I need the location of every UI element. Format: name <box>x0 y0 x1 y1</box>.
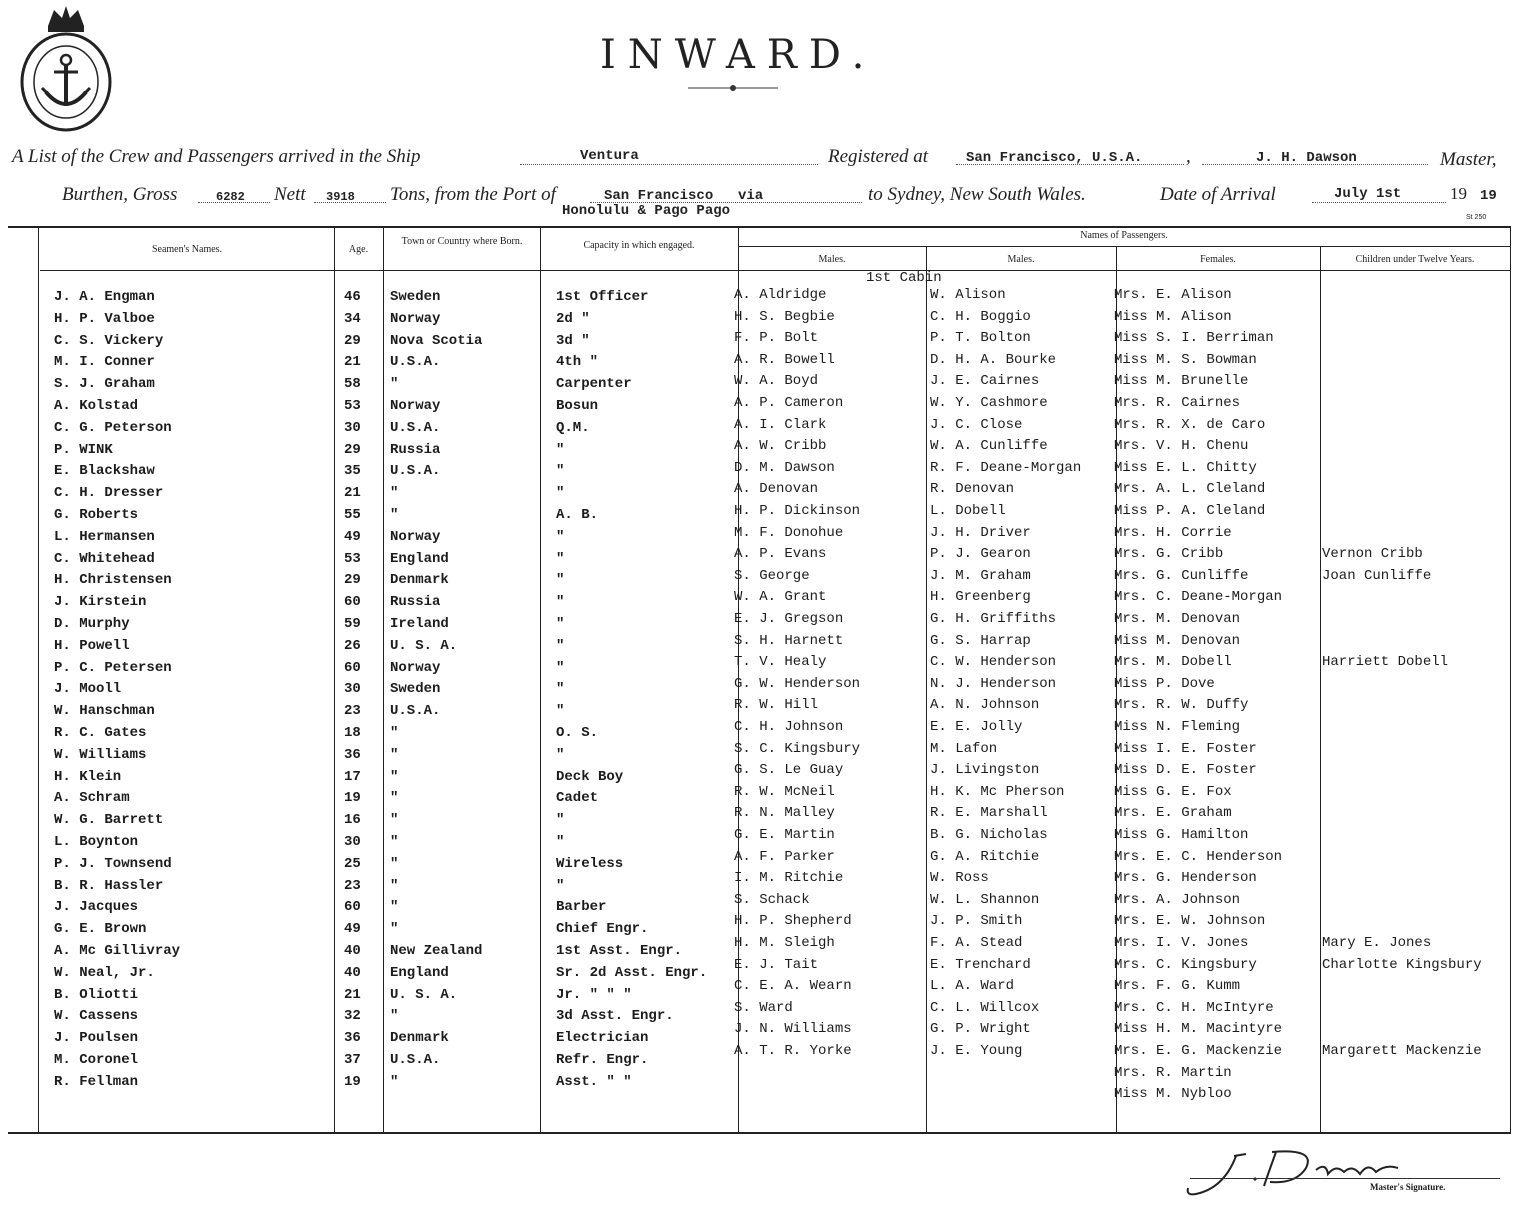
crew-age: 23 <box>344 703 361 719</box>
crew-birthplace: Norway <box>390 660 441 676</box>
passenger-male: T. V. Healy <box>734 654 827 670</box>
master-signature <box>1176 1138 1416 1208</box>
crew-birthplace: " <box>390 878 399 894</box>
passenger-female: Miss G. Hamilton <box>1114 827 1249 843</box>
passenger-male: C. H. Boggio <box>930 309 1031 325</box>
passenger-child: Charlotte Kingsbury <box>1322 957 1482 973</box>
passenger-child: Mary E. Jones <box>1322 935 1432 951</box>
passenger-male: A. R. Bowell <box>734 352 835 368</box>
crew-age: 19 <box>344 1074 361 1090</box>
crew-name: B. R. Hassler <box>54 878 164 894</box>
passenger-male: E. Trenchard <box>930 957 1031 973</box>
passenger-female: Mrs. H. Corrie <box>1114 525 1232 541</box>
passenger-male: W. Ross <box>930 870 989 886</box>
crew-capacity: " <box>556 747 565 763</box>
crew-birthplace: U.S.A. <box>390 463 441 479</box>
crew-name: C. H. Dresser <box>54 485 164 501</box>
crew-name: P. WINK <box>54 442 113 458</box>
crew-capacity: Deck Boy <box>556 769 624 785</box>
crew-capacity: " <box>556 834 565 850</box>
crew-birthplace: Sweden <box>390 289 441 305</box>
passenger-female: Mrs. R. X. de Caro <box>1114 417 1266 433</box>
crew-age: 36 <box>344 1030 361 1046</box>
col-females: Females. <box>1200 254 1236 265</box>
nett-tons: 3918 <box>326 190 355 204</box>
crew-capacity: " <box>556 442 565 458</box>
crew-birthplace: Russia <box>390 594 441 610</box>
passenger-male: H. P. Dickinson <box>734 503 861 519</box>
burthen-label: Burthen, Gross <box>62 184 178 205</box>
passenger-male: M. F. Donohue <box>734 525 844 541</box>
crew-age: 60 <box>344 899 361 915</box>
col-passengers: Names of Passengers. <box>1080 230 1168 241</box>
passenger-male: L. Dobell <box>930 503 1006 519</box>
crew-name: G. E. Brown <box>54 921 147 937</box>
crew-birthplace: U. S. A. <box>390 987 458 1003</box>
passenger-female: Mrs. G. Cribb <box>1114 546 1224 562</box>
passenger-female: Mrs. C. Kingsbury <box>1114 957 1257 973</box>
passenger-male: P. T. Bolton <box>930 330 1031 346</box>
crew-name: R. Fellman <box>54 1074 139 1090</box>
crew-age: 53 <box>344 398 361 414</box>
crew-name: W. Neal, Jr. <box>54 965 155 981</box>
crew-age: 30 <box>344 681 361 697</box>
passenger-female: Miss M. Denovan <box>1114 633 1241 649</box>
passenger-female: Mrs. V. H. Chenu <box>1114 438 1249 454</box>
crew-name: H. Klein <box>54 769 122 785</box>
passenger-male: M. Lafon <box>930 741 998 757</box>
year-prefix: 19 <box>1450 184 1467 203</box>
document-title: INWARD. <box>600 32 877 78</box>
crew-name: M. I. Conner <box>54 354 155 370</box>
crew-age: 23 <box>344 878 361 894</box>
passenger-male: E. J. Tait <box>734 957 819 973</box>
crew-capacity: " <box>556 660 565 676</box>
crew-name: J. Kirstein <box>54 594 147 610</box>
crew-age: 32 <box>344 1008 361 1024</box>
arrival-date-label: Date of Arrival <box>1160 184 1276 205</box>
crew-birthplace: Norway <box>390 529 441 545</box>
crew-capacity: Jr. " " " <box>556 987 632 1003</box>
registered-at: San Francisco, U.S.A. <box>966 150 1143 166</box>
passenger-female: Mrs. C. Deane-Morgan <box>1114 589 1283 605</box>
passenger-male: R. W. McNeil <box>734 784 835 800</box>
crew-name: D. Murphy <box>54 616 130 632</box>
passenger-male: G. P. Wright <box>930 1021 1031 1037</box>
crew-name: S. J. Graham <box>54 376 155 392</box>
col-capacity: Capacity in which engaged. <box>583 240 695 251</box>
crew-capacity: Q.M. <box>556 420 590 436</box>
passenger-male: H. P. Shepherd <box>734 913 852 929</box>
crew-capacity: " <box>556 529 565 545</box>
crew-name: W. G. Barrett <box>54 812 164 828</box>
crew-capacity: " <box>556 638 565 654</box>
crew-birthplace: Norway <box>390 311 441 327</box>
crew-name: P. C. Petersen <box>54 660 172 676</box>
cabin-class-label: 1st Cabin <box>866 270 942 286</box>
passenger-male: I. M. Ritchie <box>734 870 844 886</box>
crew-birthplace: Norway <box>390 398 441 414</box>
passenger-female: Mrs. R. Cairnes <box>1114 395 1241 411</box>
passenger-female: Miss M. Alison <box>1114 309 1232 325</box>
passenger-female: Mrs. E. C. Henderson <box>1114 849 1283 865</box>
crew-name: C. S. Vickery <box>54 333 164 349</box>
crew-age: 21 <box>344 987 361 1003</box>
crew-age: 40 <box>344 965 361 981</box>
crew-capacity: 1st Officer <box>556 289 649 305</box>
col-children: Children under Twelve Years. <box>1355 254 1475 265</box>
passenger-male: W. Y. Cashmore <box>930 395 1048 411</box>
passenger-female: Mrs. R. W. Duffy <box>1114 697 1249 713</box>
crew-birthplace: " <box>390 1074 399 1090</box>
passenger-female: Miss D. E. Foster <box>1114 762 1257 778</box>
crew-birthplace: " <box>390 376 399 392</box>
crew-birthplace: Nova Scotia <box>390 333 483 349</box>
crew-name: M. Coronel <box>54 1052 139 1068</box>
crew-capacity: 1st Asst. Engr. <box>556 943 683 959</box>
passenger-male: H. K. Mc Pherson <box>930 784 1065 800</box>
crew-capacity: Electrician <box>556 1030 649 1046</box>
crew-capacity: Carpenter <box>556 376 632 392</box>
passenger-male: H. S. Begbie <box>734 309 835 325</box>
crew-age: 55 <box>344 507 361 523</box>
passenger-female: Miss M. Nybloo <box>1114 1086 1232 1102</box>
passenger-male: J. Livingston <box>930 762 1040 778</box>
crew-capacity: O. S. <box>556 725 599 741</box>
passenger-male: R. F. Deane-Morgan <box>930 460 1082 476</box>
crew-birthplace: Denmark <box>390 1030 449 1046</box>
crew-capacity: Barber <box>556 899 607 915</box>
crew-capacity: Asst. " " <box>556 1074 632 1090</box>
crew-age: 19 <box>344 790 361 806</box>
passenger-male: C. H. Johnson <box>734 719 844 735</box>
passenger-male: G. S. Le Guay <box>734 762 844 778</box>
tons-from-label: Tons, from the Port of <box>390 184 556 205</box>
crew-name: J. Mooll <box>54 681 122 697</box>
crew-age: 49 <box>344 921 361 937</box>
passenger-female: Mrs. F. G. Kumm <box>1114 978 1241 994</box>
crew-capacity: " <box>556 878 565 894</box>
crew-name: A. Schram <box>54 790 130 806</box>
crew-capacity: " <box>556 616 565 632</box>
crew-name: W. Hanschman <box>54 703 155 719</box>
passenger-female: Mrs. R. Martin <box>1114 1065 1232 1081</box>
crew-birthplace: " <box>390 725 399 741</box>
passenger-male: A. P. Cameron <box>734 395 844 411</box>
passenger-female: Mrs. G. Henderson <box>1114 870 1257 886</box>
passenger-male: C. L. Willcox <box>930 1000 1040 1016</box>
crew-age: 21 <box>344 354 361 370</box>
passenger-female: Miss N. Fleming <box>1114 719 1241 735</box>
passenger-male: C. W. Henderson <box>930 654 1057 670</box>
destination-label: to Sydney, New South Wales. <box>868 184 1086 205</box>
col-males-1: Males. <box>818 254 846 265</box>
crew-birthplace: Ireland <box>390 616 449 632</box>
passenger-male: W. A. Grant <box>734 589 827 605</box>
passenger-female: Mrs. A. L. Cleland <box>1114 481 1266 497</box>
passenger-female: Mrs. E. W. Johnson <box>1114 913 1266 929</box>
passenger-female: Miss P. Dove <box>1114 676 1215 692</box>
passenger-child: Harriett Dobell <box>1322 654 1449 670</box>
crew-capacity: " <box>556 485 565 501</box>
passenger-male: B. G. Nicholas <box>930 827 1048 843</box>
passenger-male: A. Denovan <box>734 481 819 497</box>
departure-port: San Francisco <box>604 188 714 204</box>
passenger-male: A. Aldridge <box>734 287 827 303</box>
passenger-female: Miss E. L. Chitty <box>1114 460 1257 476</box>
crew-capacity: " <box>556 594 565 610</box>
crew-capacity: " <box>556 463 565 479</box>
crew-name: H. Powell <box>54 638 130 654</box>
passenger-male: R. E. Marshall <box>930 805 1048 821</box>
passenger-child: Joan Cunliffe <box>1322 568 1432 584</box>
crew-capacity: " <box>556 572 565 588</box>
ship-name: Ventura <box>580 148 639 164</box>
passenger-male: J. E. Cairnes <box>930 373 1040 389</box>
passenger-male: J. H. Driver <box>930 525 1031 541</box>
crew-name: J. Poulsen <box>54 1030 139 1046</box>
passenger-male: A. N. Johnson <box>930 697 1040 713</box>
col-seamen-names: Seamen's Names. <box>151 244 223 255</box>
crew-age: 53 <box>344 551 361 567</box>
passenger-male: W. A. Boyd <box>734 373 819 389</box>
signature-label: Master's Signature. <box>1370 1182 1446 1192</box>
passenger-male: A. I. Clark <box>734 417 827 433</box>
passenger-male: W. A. Cunliffe <box>930 438 1048 454</box>
crew-capacity: Cadet <box>556 790 599 806</box>
passenger-male: P. J. Gearon <box>930 546 1031 562</box>
passenger-male: N. J. Henderson <box>930 676 1057 692</box>
passenger-male: W. L. Shannon <box>930 892 1040 908</box>
crew-birthplace: U.S.A. <box>390 420 441 436</box>
crew-name: B. Oliotti <box>54 987 139 1003</box>
crew-name: G. Roberts <box>54 507 139 523</box>
crew-capacity: " <box>556 703 565 719</box>
passenger-male: J. P. Smith <box>930 913 1023 929</box>
passenger-female: Mrs. C. H. McIntyre <box>1114 1000 1274 1016</box>
crew-birthplace: Sweden <box>390 681 441 697</box>
crew-name: W. Williams <box>54 747 147 763</box>
passenger-female: Miss M. S. Bowman <box>1114 352 1257 368</box>
passenger-male: F. P. Bolt <box>734 330 819 346</box>
passenger-female: Mrs. A. Johnson <box>1114 892 1241 908</box>
crew-age: 36 <box>344 747 361 763</box>
crew-name: J. A. Engman <box>54 289 155 305</box>
crew-name: A. Kolstad <box>54 398 139 414</box>
crew-birthplace: U.S.A. <box>390 1052 441 1068</box>
passenger-male: D. H. A. Bourke <box>930 352 1057 368</box>
header-prefix: A List of the Crew and Passengers arrived in the Ship <box>12 146 421 167</box>
passenger-male: S. C. Kingsbury <box>734 741 861 757</box>
passenger-male: R. N. Malley <box>734 805 835 821</box>
crew-capacity: Bosun <box>556 398 599 414</box>
crew-birthplace: " <box>390 485 399 501</box>
crew-age: 29 <box>344 442 361 458</box>
passenger-male: J. N. Williams <box>734 1021 852 1037</box>
passenger-male: A. T. R. Yorke <box>734 1043 852 1059</box>
crew-name: H. P. Valboe <box>54 311 155 327</box>
crew-age: 25 <box>344 856 361 872</box>
crew-birthplace: " <box>390 1008 399 1024</box>
crew-name: R. C. Gates <box>54 725 147 741</box>
crew-birthplace: " <box>390 812 399 828</box>
crew-birthplace: Russia <box>390 442 441 458</box>
crew-capacity: 3d " <box>556 333 590 349</box>
arrival-date: July 1st <box>1334 186 1402 202</box>
crew-capacity: Wireless <box>556 856 624 872</box>
passenger-male: S. George <box>734 568 810 584</box>
passenger-male: D. M. Dawson <box>734 460 835 476</box>
passenger-child: Margarett Mackenzie <box>1322 1043 1482 1059</box>
passenger-male: J. C. Close <box>930 417 1023 433</box>
crew-age: 60 <box>344 660 361 676</box>
passenger-female: Miss S. I. Berriman <box>1114 330 1274 346</box>
passenger-male: G. A. Ritchie <box>930 849 1040 865</box>
crew-age: 26 <box>344 638 361 654</box>
crew-age: 35 <box>344 463 361 479</box>
crew-name: E. Blackshaw <box>54 463 155 479</box>
passenger-male: R. W. Hill <box>734 697 819 713</box>
nett-label: Nett <box>274 184 306 205</box>
crew-age: 16 <box>344 812 361 828</box>
crew-age: 30 <box>344 420 361 436</box>
crew-birthplace: U.S.A. <box>390 703 441 719</box>
passenger-male: G. S. Harrap <box>930 633 1031 649</box>
crew-capacity: Sr. 2d Asst. Engr. <box>556 965 708 981</box>
crew-age: 21 <box>344 485 361 501</box>
passenger-male: F. A. Stead <box>930 935 1023 951</box>
passenger-female: Mrs. M. Dobell <box>1114 654 1232 670</box>
passenger-male: L. A. Ward <box>930 978 1015 994</box>
crew-age: 29 <box>344 333 361 349</box>
crew-age: 40 <box>344 943 361 959</box>
crew-name: C. G. Peterson <box>54 420 172 436</box>
crew-age: 17 <box>344 769 361 785</box>
crew-capacity: " <box>556 812 565 828</box>
crew-capacity: 4th " <box>556 354 599 370</box>
header-comma: , <box>1186 146 1191 167</box>
col-males-2: Males. <box>1007 254 1035 265</box>
crew-name: L. Hermansen <box>54 529 155 545</box>
passenger-male: S. H. Harnett <box>734 633 844 649</box>
crew-name: J. Jacques <box>54 899 139 915</box>
crew-capacity: 2d " <box>556 311 590 327</box>
crew-birthplace: U. S. A. <box>390 638 458 654</box>
crew-birthplace: " <box>390 899 399 915</box>
crew-name: W. Cassens <box>54 1008 139 1024</box>
passenger-female: Mrs. I. V. Jones <box>1114 935 1249 951</box>
gross-tons: 6282 <box>216 190 245 204</box>
crew-capacity: A. B. <box>556 507 599 523</box>
crew-birthplace: England <box>390 965 449 981</box>
crew-birthplace: " <box>390 747 399 763</box>
crew-capacity: " <box>556 551 565 567</box>
year-suffix: 19 <box>1480 188 1497 204</box>
passenger-male: R. Denovan <box>930 481 1015 497</box>
crew-name: P. J. Townsend <box>54 856 172 872</box>
crew-capacity: " <box>556 681 565 697</box>
crew-birthplace: " <box>390 921 399 937</box>
passenger-female: Miss G. E. Fox <box>1114 784 1232 800</box>
form-number: St 250 <box>1466 214 1487 221</box>
col-born: Town or Country where Born. <box>401 236 523 247</box>
master-label: Master, <box>1440 149 1497 170</box>
passenger-male: H. M. Sleigh <box>734 935 835 951</box>
passenger-female: Mrs. E. Alison <box>1114 287 1232 303</box>
col-age: Age. <box>348 244 369 255</box>
passenger-male: E. J. Gregson <box>734 611 844 627</box>
passenger-male: A. W. Cribb <box>734 438 827 454</box>
passenger-female: Mrs. E. Graham <box>1114 805 1232 821</box>
passenger-male: S. Schack <box>734 892 810 908</box>
passenger-male: G. H. Griffiths <box>930 611 1057 627</box>
passenger-female: Miss I. E. Foster <box>1114 741 1257 757</box>
passenger-male: J. E. Young <box>930 1043 1023 1059</box>
crew-age: 29 <box>344 572 361 588</box>
crew-birthplace: Denmark <box>390 572 449 588</box>
crew-name: A. Mc Gillivray <box>54 943 181 959</box>
crew-capacity: Chief Engr. <box>556 921 649 937</box>
passenger-female: Miss H. M. Macintyre <box>1114 1021 1283 1037</box>
passenger-female: Mrs. E. G. Mackenzie <box>1114 1043 1283 1059</box>
registered-label: Registered at <box>828 146 929 167</box>
crew-age: 18 <box>344 725 361 741</box>
passenger-female: Miss M. Brunelle <box>1114 373 1249 389</box>
crew-age: 49 <box>344 529 361 545</box>
crew-age: 58 <box>344 376 361 392</box>
passenger-female: Mrs. G. Cunliffe <box>1114 568 1249 584</box>
passenger-male: H. Greenberg <box>930 589 1031 605</box>
crew-age: 37 <box>344 1052 361 1068</box>
crew-name: L. Boynton <box>54 834 139 850</box>
crew-age: 34 <box>344 311 361 327</box>
crew-capacity: Refr. Engr. <box>556 1052 649 1068</box>
crew-birthplace: England <box>390 551 449 567</box>
crew-birthplace: " <box>390 769 399 785</box>
crew-age: 60 <box>344 594 361 610</box>
passenger-male: A. F. Parker <box>734 849 835 865</box>
crew-capacity: 3d Asst. Engr. <box>556 1008 674 1024</box>
passenger-male: A. P. Evans <box>734 546 827 562</box>
passenger-male: C. E. A. Wearn <box>734 978 852 994</box>
passenger-child: Vernon Cribb <box>1322 546 1423 562</box>
master-name: J. H. Dawson <box>1256 150 1357 166</box>
crew-birthplace: U.S.A. <box>390 354 441 370</box>
crew-age: 59 <box>344 616 361 632</box>
via-ports: Honolulu & Pago Pago <box>562 203 731 219</box>
crew-name: H. Christensen <box>54 572 172 588</box>
via-text: via <box>738 188 764 204</box>
crew-age: 30 <box>344 834 361 850</box>
crew-birthplace: " <box>390 834 399 850</box>
passenger-female: Mrs. M. Denovan <box>1114 611 1241 627</box>
crew-name: C. Whitehead <box>54 551 155 567</box>
passenger-female: Miss P. A. Cleland <box>1114 503 1266 519</box>
crew-birthplace: " <box>390 790 399 806</box>
crew-birthplace: " <box>390 507 399 523</box>
crew-birthplace: " <box>390 856 399 872</box>
crew-age: 46 <box>344 289 361 305</box>
passenger-male: W. Alison <box>930 287 1006 303</box>
passenger-male: G. W. Henderson <box>734 676 861 692</box>
passenger-male: S. Ward <box>734 1000 793 1016</box>
passenger-male: E. E. Jolly <box>930 719 1023 735</box>
crew-birthplace: New Zealand <box>390 943 483 959</box>
passenger-male: J. M. Graham <box>930 568 1031 584</box>
passenger-male: G. E. Martin <box>734 827 835 843</box>
